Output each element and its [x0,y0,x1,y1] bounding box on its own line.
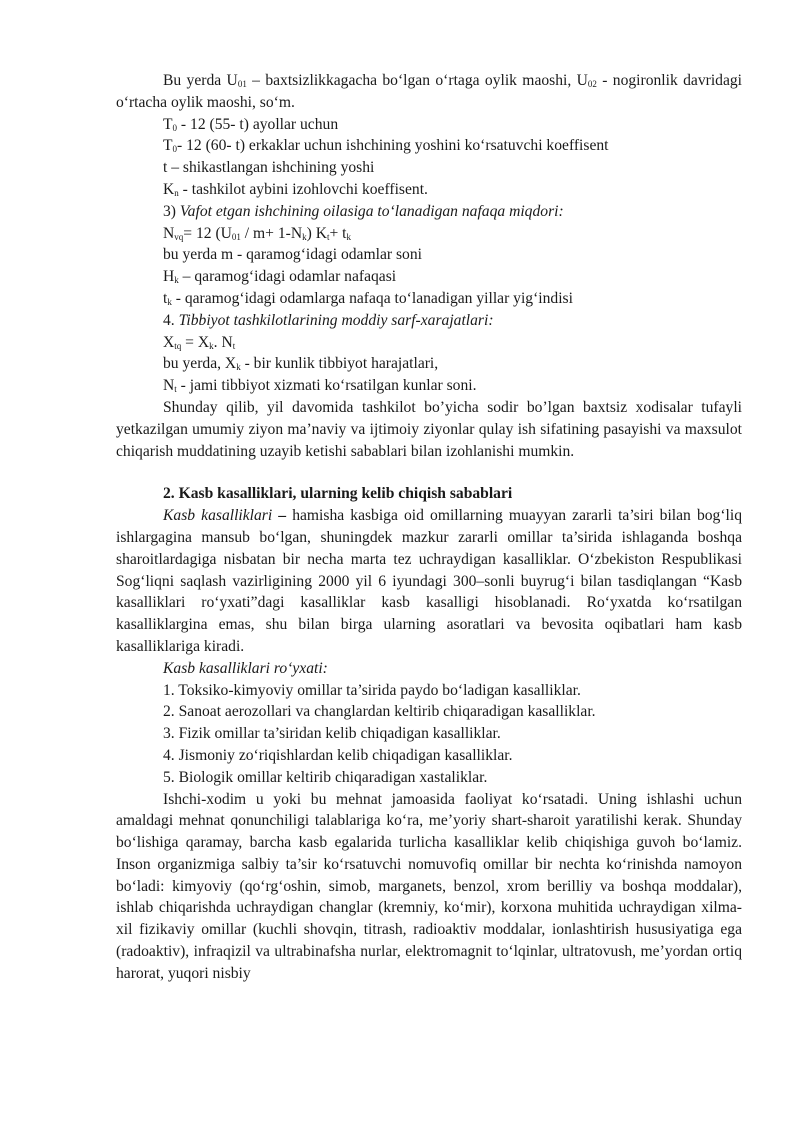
t-age-line: t – shikastlangan ishchining yoshi [163,159,375,177]
list-item: 5. Biologik omillar keltirib chiqaradigan xastaliklar. [163,768,488,786]
tk-years-line: $t_k$ - qaramog‘idagi odamlarga nafaqa to‘lanadigan yillar yig‘indisi [163,289,573,307]
document-page [116,70,742,985]
kn-coefficient-line: $K_n$ - tashkilot aybini izohlovchi koeffisent. [163,180,428,198]
list-item: 4. Jismoniy zo‘riqishlardan kelib chiqadigan kasalliklar. [163,746,513,764]
hk-pension-line: $H_k$ – qaramog‘idagi odamlar nafaqasi [163,268,397,286]
summary-paragraph: Shunday qilib, yil davomida tashkilot bo’yicha sodir bo’lgan baxtsiz xodisalar tufayli yetkazilgan umumiy ziyon ma’naviy va ijtimoiy ziyonlar qulay ish sifatining pasayishi va maxsulot chiqarish muddatining uzayib ketishi sabablari bilan izohlanishi mumkin. [116,398,742,460]
t0-men-line: $T_0-$ 12 (60- t) erkaklar uchun ishchining yoshini ko‘rsatuvchi koeffisent [163,137,609,155]
formula-xtq: $X_{tq} = X_k$. $N_t$ [163,333,236,351]
definition-paragraph: Kasb kasalliklari – hamisha kasbiga oid omillarning muayyan zararli ta’siri bilan bog‘liq ishlargagina mansub bo‘lgan, shuningdek mazkur zararli omillar ta’sirida ishlaganda boshqa sharoitlardagiga nisbatan bir necha marta tez uchraydigan kasalliklar. O‘zbekiston Respublikasi Sog‘liqni saqlash vazirligining 2000 yil 6 iyundagi 300–sonli buyrug‘i bilan tasdiqlangan “Kasb kasalliklari ro‘yxati”dagi kasalliklar kasb kasalligi hisoblanadi. Ro‘yxatda ko‘rsatilgan kasalliklargina emas, shu bilan birga ularning asoratlari va bevosita oqibatlari ham kasb kasalliklariga kiradi. [116,507,743,655]
list-item: 3. Fizik omillar ta’siridan kelib chiqadigan kasalliklar. [163,725,501,743]
xk-cost-line: bu yerda, $X_k$ - bir kunlik tibbiyot harajatlari, [163,355,439,373]
list-title: Kasb kasalliklari ro‘yxati: [163,659,328,677]
formula-nvq: $N_{vq}= 12$ $(U_{01} / m+ 1-N_k)$ $K_t+ t_k$ [163,224,352,242]
salary-definition-paragraph: Bu yerda $U_{01}$ – baxtsizlikkagacha bo‘lgan o‘rtaga oylik maoshi, $U_{02}$ - nogironlik davridagi o‘rtacha oylik maoshi, so‘m. [116,72,743,111]
item-4-heading: 4. Tibbiyot tashkilotlarining moddiy sarf-xarajatlari: [163,311,494,329]
final-paragraph: Ishchi-xodim u yoki bu mehnat jamoasida faoliyat ko‘rsatadi. Uning ishlashi uchun amaldagi mehnat qonunchiligi talablariga ko‘ra, me’yoriy shart-sharoit yaratilishi kerak. Shunday bo‘lishiga qaramay, barcha kasb egalarida turlicha kasalliklar kelib chiqishiga guvoh bo‘lamiz. Inson organizmiga salbiy ta’sir ko‘rsatuvchi nomuvofiq omillar bir nechta ko‘rinishda namoyon bo‘ladi: kimyoviy (qo‘rg‘oshin, simob, marganets, benzol, xrom berilliy va boshqa moddalar), ishlab chiqarishda uchraydigan changlar (kremniy, ko‘mir), korxona muhitida uchraydigan xilma-xil fizikaviy omillar (kuchli shovqin, titrash, radioaktiv moddalar, ionlashtirish hususiyatiga ega (radoaktiv), infraqizil va ultrabinafsha nurlar, elektromagnit to‘lqinlar, ultratovush, me’yordan ortiq harorat, yuqori nisbiy [116,790,742,982]
section-2-title: 2. Kasb kasalliklari, ularning kelib chiqish sabablari [163,485,513,503]
nt-days-line: $N_t$ - jami tibbiyot xizmati ko‘rsatilgan kunlar soni. [163,377,477,395]
m-dependents-line: bu yerda m - qaramog‘idagi odamlar soni [163,246,422,264]
list-item: 1. Toksiko-kimyoviy omillar ta’sirida paydo bo‘ladigan kasalliklar. [163,681,581,699]
list-item: 2. Sanoat aerozollari va changlardan keltirib chiqaradigan kasalliklar. [163,703,596,721]
t0-women-line: $T_0 - 12$ (55- t) ayollar uchun [163,115,339,133]
item-3-heading: 3) Vafot etgan ishchining oilasiga to‘lanadigan nafaqa miqdori: [163,202,564,220]
